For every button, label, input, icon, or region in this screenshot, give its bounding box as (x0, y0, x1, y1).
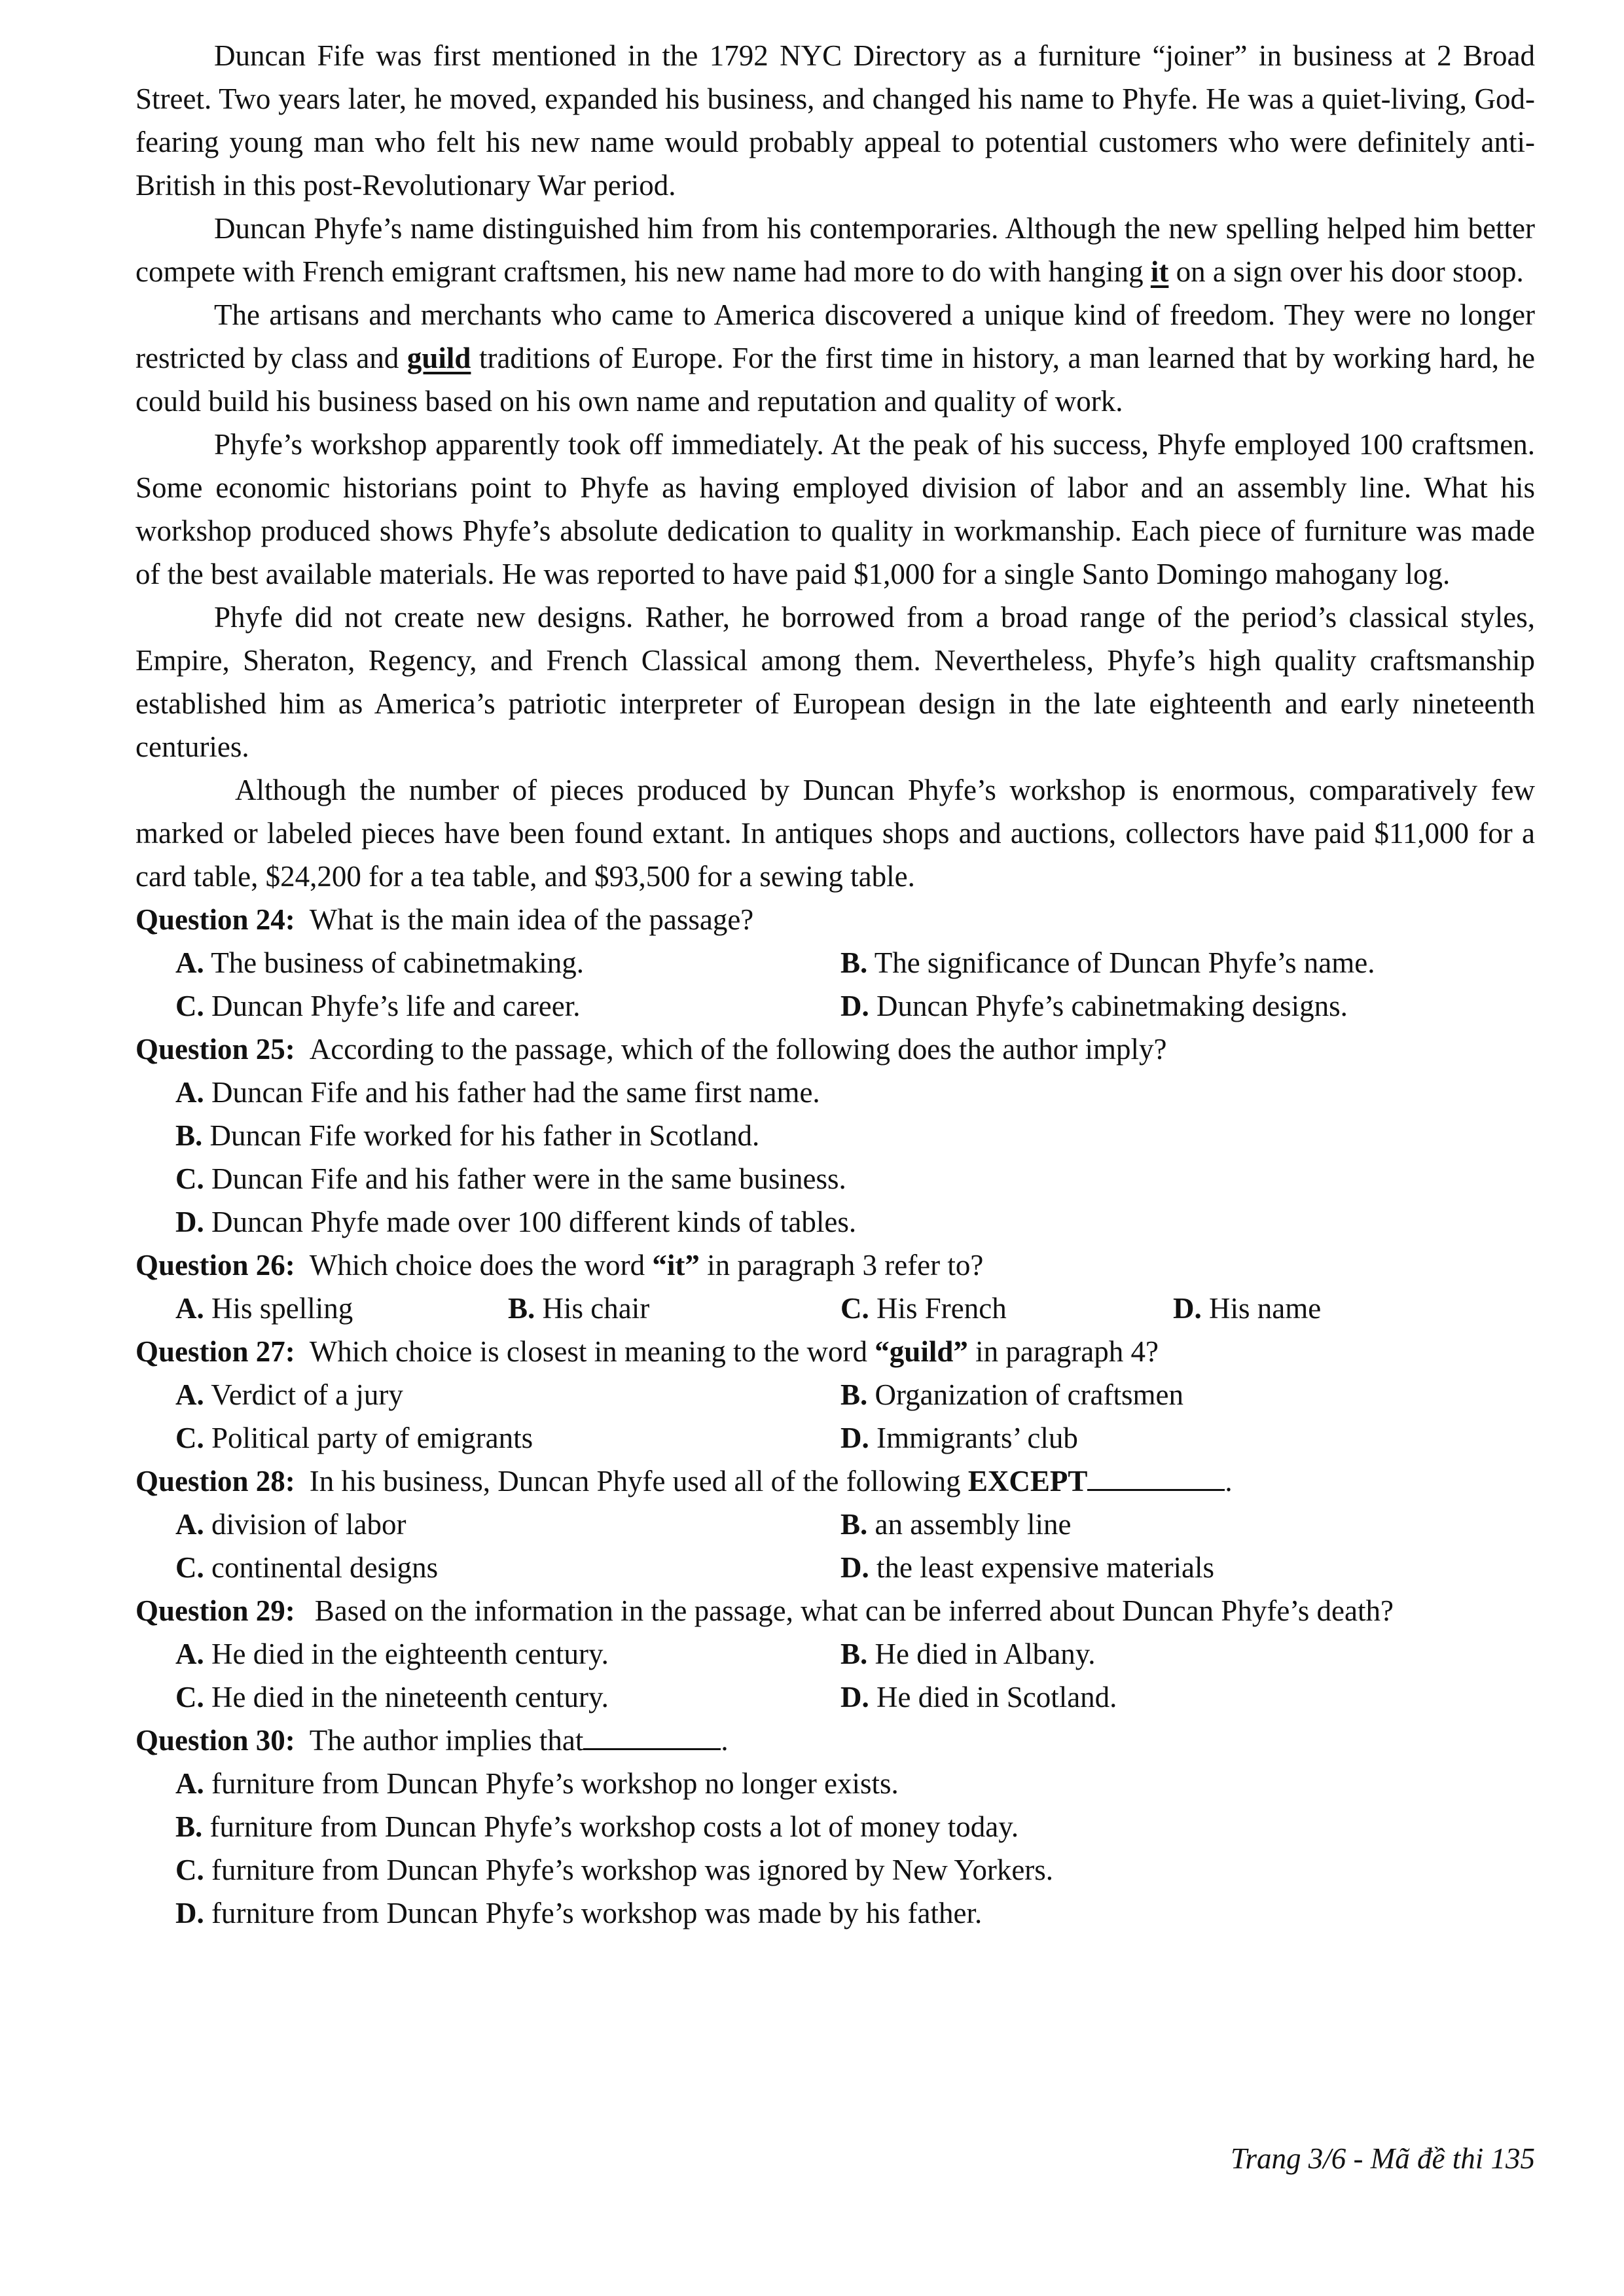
option-c[interactable] (175, 1546, 438, 1589)
passage-paragraph-1: Duncan Fife was first mentioned in the 1792 NYC Directory as a furniture “joiner” in business at 2 Broad Street. Two years later, he moved, expanded his business, and changed his name to Phyfe. He was a quiet-living, God-fearing young man who felt his new name would probably appeal to potential customers who were definitely anti-British in this post-Revolutionary War period. (135, 39, 1535, 202)
option-d[interactable] (135, 1200, 1535, 1244)
option-b[interactable] (840, 1373, 1183, 1416)
question-label: Question 28: (135, 1465, 295, 1498)
option-letter: B. (840, 1508, 868, 1541)
option-text: an assembly line (875, 1508, 1072, 1541)
options-row (135, 1287, 1535, 1330)
option-a[interactable] (175, 1287, 353, 1330)
question-text: According to the passage, which of the following does the author imply? (309, 1033, 1167, 1066)
question-keyword: “it” (652, 1249, 700, 1282)
passage-paragraph-6: Although the number of pieces produced by Duncan Phyfe’s workshop is enormous, comparatively few marked or labeled pieces have been found extant. In antiques shops and auctions, collectors have paid $11,000 for a card table, $24,200 for a tea table, and $93,500 for a sewing table. (135, 774, 1535, 893)
option-b[interactable] (135, 1114, 1535, 1157)
reading-passage (135, 34, 1535, 898)
option-b[interactable] (840, 1632, 1096, 1676)
answer-blank (1087, 1463, 1225, 1491)
option-a[interactable] (135, 1071, 1535, 1114)
option-a[interactable] (175, 941, 584, 984)
question-label: Question 26: (135, 1249, 295, 1282)
question-text-part: in paragraph 4? (967, 1335, 1159, 1368)
option-letter: B. (840, 1378, 868, 1411)
option-b[interactable] (840, 1503, 1071, 1546)
option-letter: A. (175, 1292, 204, 1325)
option-letter: D. (1173, 1292, 1202, 1325)
option-text: Verdict of a jury (211, 1378, 403, 1411)
option-d[interactable] (840, 1416, 1078, 1460)
option-letter: A. (175, 1767, 204, 1800)
page-footer: Trang 3/6 - Mã đề thi 135 (1230, 2142, 1535, 2175)
option-d[interactable] (840, 984, 1348, 1028)
option-letter: C. (175, 1162, 204, 1195)
option-letter: D. (840, 1422, 869, 1454)
options-row (135, 1503, 1535, 1546)
passage-paragraph-5: Phyfe did not create new designs. Rather, he borrowed from a broad range of the period’s classical styles, Empire, Sheraton, Regency, and French Classical among them. Nevertheless, Phyfe’s high quality craftsmanship established him as America’s patriotic interpreter of European design in the late eighteenth and early nineteenth centuries. (135, 601, 1535, 763)
option-letter: C. (175, 1551, 204, 1584)
question-keyword: “guild” (875, 1335, 968, 1368)
question-text-part: Which choice is closest in meaning to the word (309, 1335, 875, 1368)
option-letter: A. (175, 946, 204, 979)
option-c[interactable] (175, 1676, 609, 1719)
option-c[interactable] (175, 1416, 533, 1460)
option-text: furniture from Duncan Phyfe’s workshop no longer exists. (211, 1767, 899, 1800)
option-text: His chair (542, 1292, 650, 1325)
option-text: furniture from Duncan Phyfe’s workshop costs a lot of money today. (209, 1810, 1019, 1843)
option-a[interactable] (175, 1632, 609, 1676)
question-text-part: . (721, 1724, 729, 1757)
option-text: He died in the nineteenth century. (211, 1681, 609, 1713)
option-text: He died in Scotland. (876, 1681, 1117, 1713)
options-row (135, 984, 1535, 1028)
passage-paragraph-2 (135, 207, 1535, 293)
question-text-part: in paragraph 3 refer to? (699, 1249, 984, 1282)
option-text: Political party of emigrants (211, 1422, 533, 1454)
option-letter: C. (840, 1292, 869, 1325)
option-text: He died in Albany. (875, 1638, 1096, 1670)
question-keyword: EXCEPT (967, 1465, 1088, 1498)
question-label: Question 27: (135, 1335, 295, 1368)
question-text (295, 1724, 729, 1757)
options-row (135, 1546, 1535, 1589)
options-row (135, 1632, 1535, 1676)
option-letter: B. (840, 1638, 868, 1670)
option-text: Duncan Fife and his father were in the same business. (211, 1162, 846, 1195)
option-d[interactable] (135, 1892, 1535, 1935)
option-text: Duncan Phyfe made over 100 different kinds of tables. (211, 1206, 857, 1238)
question-24 (135, 898, 1535, 1028)
option-letter: D. (840, 1681, 869, 1713)
paragraph-text: The artisans and merchants who came to America discovered a unique kind of freedom. They were no longer restricted by class and (135, 298, 1535, 374)
option-a[interactable] (175, 1373, 403, 1416)
question-label: Question 25: (135, 1033, 295, 1066)
highlighted-word-guild: guild (406, 342, 471, 374)
option-letter: A. (175, 1508, 204, 1541)
option-b[interactable] (840, 941, 1375, 984)
answer-blank (583, 1722, 721, 1750)
option-c[interactable] (135, 1848, 1535, 1892)
option-text: continental designs (211, 1551, 439, 1584)
option-d[interactable] (1173, 1287, 1321, 1330)
option-text: Duncan Phyfe’s life and career. (211, 990, 581, 1022)
question-label: Question 24: (135, 903, 295, 936)
option-text: His spelling (211, 1292, 353, 1325)
option-letter: A. (175, 1638, 204, 1670)
option-text: He died in the eighteenth century. (211, 1638, 609, 1670)
paragraph-text: on a sign over his door stoop. (1168, 255, 1524, 288)
option-letter: B. (508, 1292, 535, 1325)
option-text: furniture from Duncan Phyfe’s workshop was ignored by New Yorkers. (211, 1854, 1054, 1886)
question-text (295, 1249, 984, 1282)
option-letter: A. (175, 1076, 204, 1109)
option-letter: C. (175, 990, 204, 1022)
option-letter: D. (840, 990, 869, 1022)
options-row (135, 1416, 1535, 1460)
highlighted-word-it: it (1150, 255, 1169, 288)
question-27 (135, 1330, 1535, 1460)
option-c[interactable] (175, 984, 581, 1028)
option-c[interactable] (840, 1287, 1007, 1330)
option-c[interactable] (135, 1157, 1535, 1200)
option-letter: B. (840, 946, 868, 979)
question-30 (135, 1719, 1535, 1935)
option-text: His name (1209, 1292, 1322, 1325)
option-text: Immigrants’ club (876, 1422, 1078, 1454)
option-letter: B. (175, 1119, 203, 1152)
exam-page (135, 34, 1535, 1935)
option-letter: C. (175, 1681, 204, 1713)
option-d[interactable] (840, 1546, 1214, 1589)
option-letter: A. (175, 1378, 204, 1411)
question-label: Question 30: (135, 1724, 295, 1757)
option-letter: D. (840, 1551, 869, 1584)
question-text: Based on the information in the passage, what can be inferred about Duncan Phyfe’s death? (314, 1594, 1394, 1627)
option-text: the least expensive materials (876, 1551, 1215, 1584)
question-text (295, 1465, 1233, 1498)
option-text: Organization of craftsmen (875, 1378, 1184, 1411)
options-row (135, 1373, 1535, 1416)
option-b[interactable] (135, 1805, 1535, 1848)
options-row (135, 941, 1535, 984)
paragraph-text: traditions of Europe. For the first time in history, a man learned that by working hard, he could build his business based on his own name and reputation and quality of work. (135, 342, 1536, 418)
question-label: Question 29: (135, 1594, 295, 1627)
option-letter: C. (175, 1422, 204, 1454)
option-text: The business of cabinetmaking. (211, 946, 585, 979)
option-a[interactable] (135, 1762, 1535, 1805)
question-28 (135, 1460, 1535, 1589)
question-text (295, 1335, 1159, 1368)
option-text: Duncan Fife and his father had the same first name. (211, 1076, 820, 1109)
option-text: The significance of Duncan Phyfe’s name. (874, 946, 1375, 979)
options-row (135, 1676, 1535, 1719)
question-29 (135, 1589, 1535, 1719)
question-text-part: . (1225, 1465, 1233, 1498)
passage-paragraph-4: Phyfe’s workshop apparently took off immediately. At the peak of his success, Phyfe employed 100 craftsmen. Some economic historians point to Phyfe as having employed division of labor and an assembly line. What his workshop produced shows Phyfe’s absolute dedication to quality in workmanship. Each piece of furniture was made of the best available materials. He was reported to have paid $1,000 for a single Santo Domingo mahogany log. (135, 428, 1535, 590)
option-b[interactable] (508, 1287, 649, 1330)
question-26 (135, 1244, 1535, 1330)
question-text-part: Which choice does the word (309, 1249, 653, 1282)
paragraph-text: Duncan Phyfe’s name distinguished him from his contemporaries. Although the new spelling helped him better compete with French emigrant craftsmen, his new name had more to do with hanging (135, 212, 1535, 288)
option-text: His French (876, 1292, 1007, 1325)
option-text: furniture from Duncan Phyfe’s workshop was made by his father. (211, 1897, 983, 1929)
question-text: What is the main idea of the passage? (309, 903, 754, 936)
option-letter: D. (175, 1897, 204, 1929)
option-a[interactable] (175, 1503, 406, 1546)
option-letter: C. (175, 1854, 204, 1886)
question-text-part: The author implies that (309, 1724, 584, 1757)
option-d[interactable] (840, 1676, 1117, 1719)
passage-paragraph-3 (135, 293, 1535, 423)
option-letter: D. (175, 1206, 204, 1238)
option-text: Duncan Fife worked for his father in Scotland. (209, 1119, 760, 1152)
option-letter: B. (175, 1810, 203, 1843)
option-text: division of labor (211, 1508, 406, 1541)
option-text: Duncan Phyfe’s cabinetmaking designs. (876, 990, 1348, 1022)
question-25 (135, 1028, 1535, 1244)
question-text-part: In his business, Duncan Phyfe used all of the following (309, 1465, 968, 1498)
